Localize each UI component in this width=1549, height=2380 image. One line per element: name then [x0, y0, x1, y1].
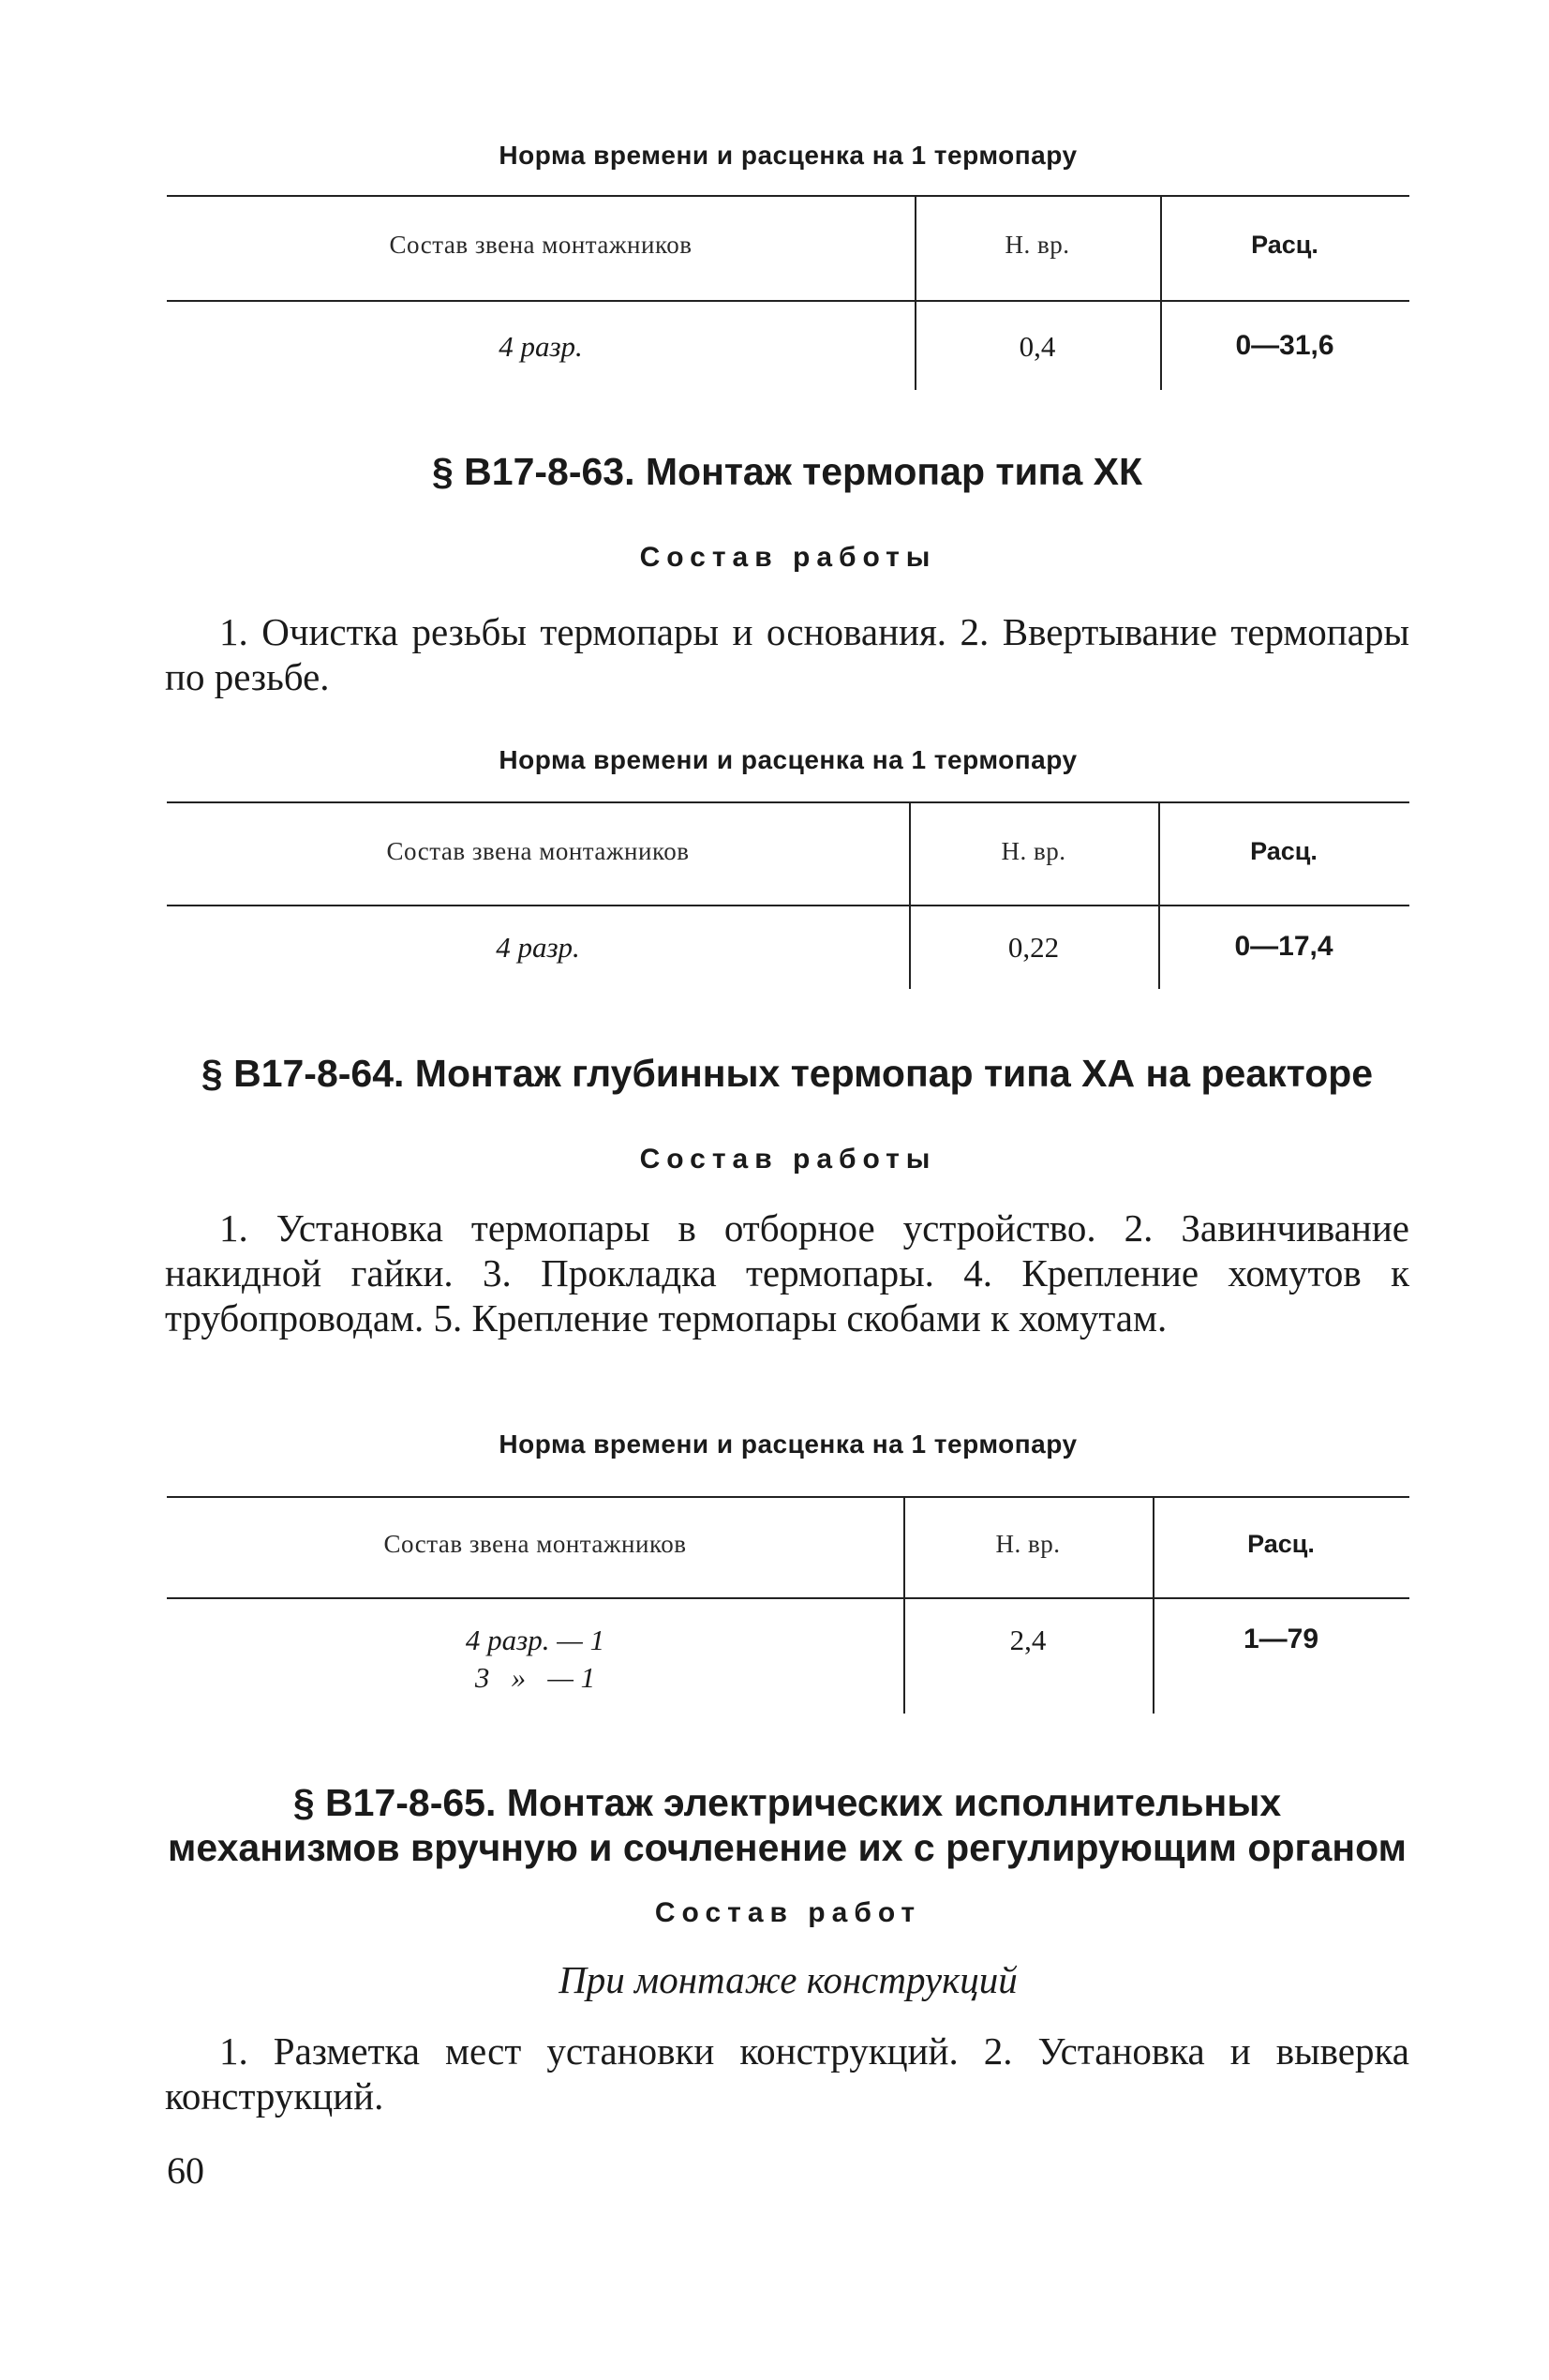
- header-crew: Состав звена монтажников: [383, 1530, 687, 1558]
- cell-rate: 1—79: [1243, 1624, 1319, 1654]
- table-divider: [903, 1496, 905, 1714]
- cell-rate: 0—17,4: [1234, 931, 1333, 962]
- section-title: § В17-8-63. Монтаж термопар типа ХК: [431, 450, 1143, 493]
- table-caption: Норма времени и расценка на 1 термопару: [499, 1429, 1078, 1459]
- cell-crew: 3 » — 1: [474, 1661, 596, 1694]
- table-divider: [1153, 1496, 1154, 1714]
- cell-norm: 0,4: [1019, 330, 1056, 363]
- section-text: 1. Очистка резьбы термопары и основания. 2. Ввертывание термопары по резьбе.: [165, 610, 1409, 698]
- table-rule: [167, 300, 1409, 302]
- cell-norm: 0,22: [1007, 931, 1060, 964]
- table-rule: [167, 195, 1409, 197]
- section-italic-subheading: При монтаже конструкций: [559, 1958, 1018, 2001]
- header-norm: Н. вр.: [1001, 837, 1066, 865]
- norm-table: [167, 195, 1409, 364]
- norm-table: [167, 801, 1409, 970]
- table-caption: Норма времени и расценка на 1 термопару: [499, 141, 1078, 170]
- section-title: § В17-8-64. Монтаж глубинных термопар типа ХА на реакторе: [201, 1052, 1374, 1095]
- cell-norm: 2,4: [1009, 1624, 1047, 1656]
- cell-rate: 0—31,6: [1235, 330, 1334, 361]
- section-title: механизмов вручную и сочленение их с регулирующим органом: [168, 1826, 1407, 1869]
- section-subheading: Состав работ: [654, 1897, 922, 1928]
- header-crew: Состав звена монтажников: [386, 837, 690, 865]
- section-subheading: Состав работы: [639, 1144, 937, 1175]
- table-rule: [167, 1597, 1409, 1599]
- header-rate: Расц.: [1251, 231, 1318, 259]
- cell-crew: 4 разр. — 1: [465, 1624, 605, 1656]
- header-norm: Н. вр.: [1005, 231, 1070, 259]
- cell-crew: 4 разр.: [496, 931, 580, 964]
- section-subheading: Состав работы: [639, 542, 937, 573]
- header-crew: Состав звена монтажников: [389, 231, 693, 259]
- table-rule: [167, 1496, 1409, 1498]
- section-text: 1. Установка термопары в отборное устройство. 2. Завинчивание накидной гайки. 3. Прокладка термопары. 4. Крепление хомутов к трубопроводам. 5. Крепление термопары скобами к хомутам.: [165, 1206, 1409, 1340]
- header-rate: Расц.: [1247, 1530, 1315, 1558]
- table-caption: Норма времени и расценка на 1 термопару: [499, 745, 1078, 774]
- section-text: 1. Разметка мест установки конструкций. 2. Установка и выверка конструкций.: [165, 2029, 1409, 2118]
- cell-crew: 4 разр.: [499, 330, 583, 363]
- norm-table: [167, 1496, 1409, 1694]
- table-rule: [167, 905, 1409, 906]
- section-title: § В17-8-65. Монтаж электрических исполнительных: [292, 1781, 1282, 1824]
- table-rule: [167, 801, 1409, 803]
- header-rate: Расц.: [1250, 837, 1318, 865]
- page-number: 60: [167, 2149, 204, 2192]
- header-norm: Н. вр.: [995, 1530, 1061, 1558]
